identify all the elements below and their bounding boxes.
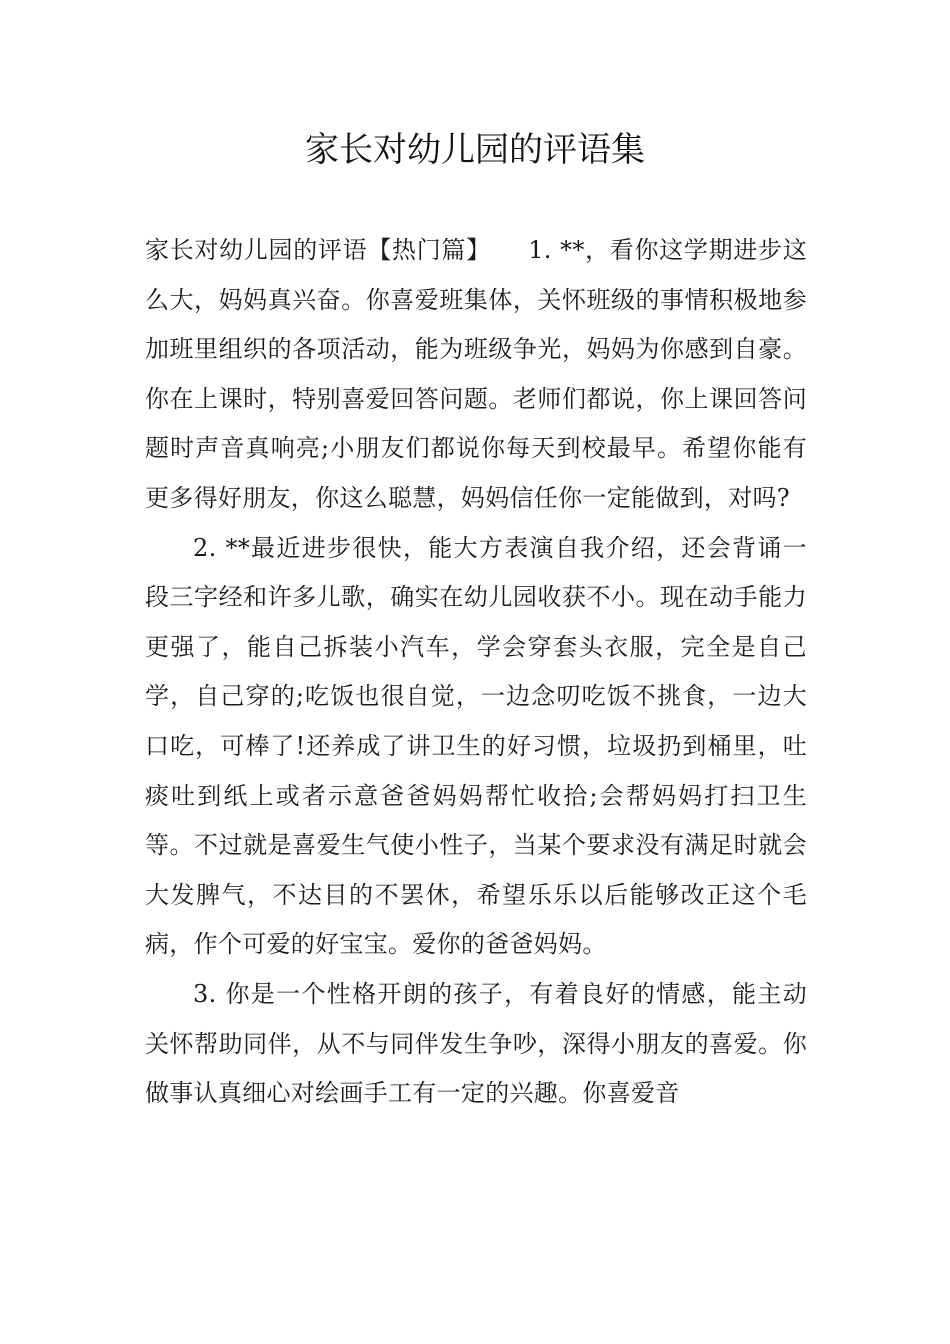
document-body bbox=[145, 226, 807, 1119]
paragraph-3: 3. 你是一个性格开朗的孩子，有着良好的情感，能主动关怀帮助同伴，从不与同伴发生争吵，深得小朋友的喜爱。你做事认真细心对绘画手工有一定的兴趣。你喜爱音 bbox=[145, 979, 807, 1108]
paragraph-2: 2. **最近进步很快，能大方表演自我介绍，还会背诵一段三字经和许多儿歌，确实在幼儿园收获不小。现在动手能力更强了，能自己拆装小汽车，学会穿套头衣服，完全是自己学，自己穿的;吃饭也很自觉，一边念叨吃饭不挑食，一边大口吃，可棒了!还养成了讲卫生的好习惯，垃圾扔到桶里，吐痰吐到纸上或者示意爸爸妈妈帮忙收拾;会帮妈妈打扫卫生等。不过就是喜爱生气使小性子，当某个要求没有满足时就会大发脾气，不达目的不罢休，希望乐乐以后能够改正这个毛病，作个可爱的好宝宝。爱你的爸爸妈妈。 bbox=[145, 533, 807, 959]
page-title: 家长对幼儿园的评语集 bbox=[305, 130, 645, 170]
paragraph-intro: 家长对幼儿园的评语【热门篇】 1. **，看你这学期进步这么大，妈妈真兴奋。你喜爱班集体，关怀班级的事情积极地参加班里组织的各项活动，能为班级争光，妈妈为你感到自豪。你在上课时，特别喜爱回答问题。老师们都说，你上课回答问题时声音真响亮;小朋友们都说你每天到校最早。希望你能有更多得好朋友，你这么聪慧，妈妈信任你一定能做到，对吗? bbox=[145, 236, 807, 512]
